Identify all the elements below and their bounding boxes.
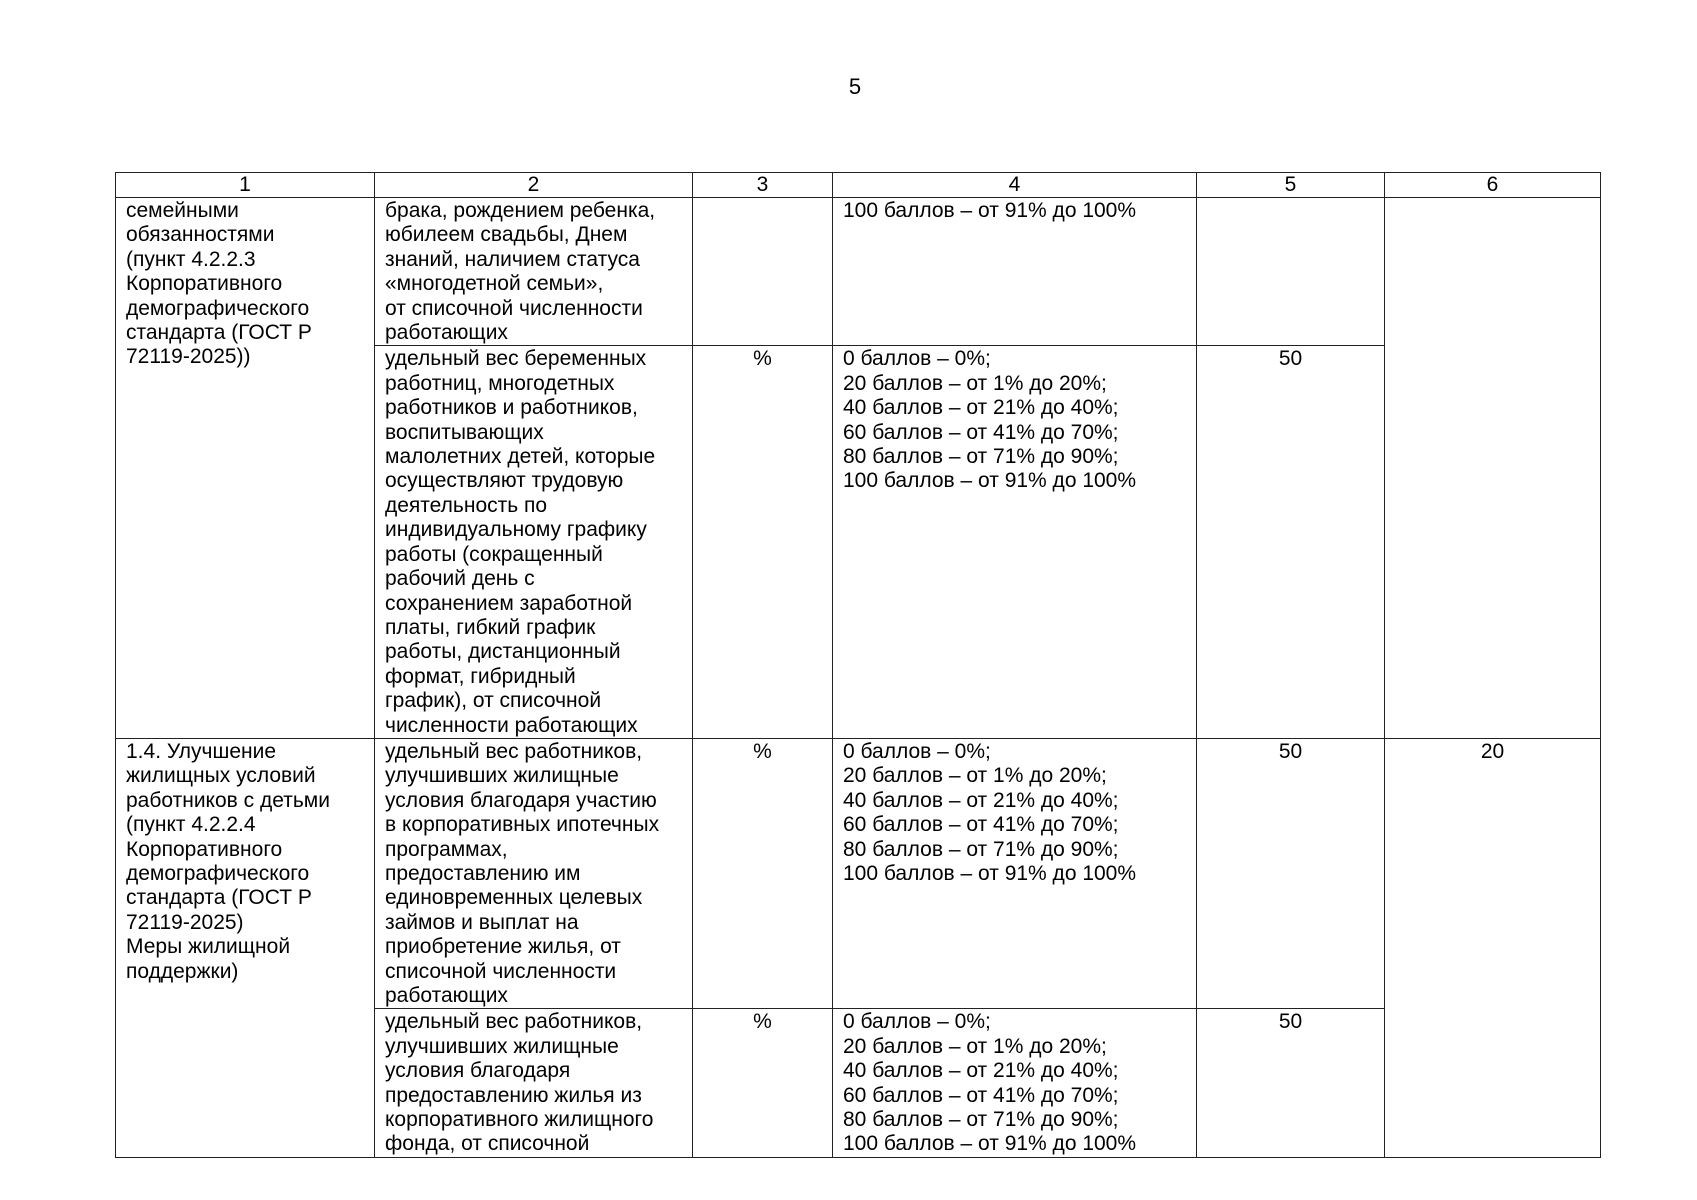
scoring-cell: 0 баллов – 0%; 20 баллов – от 1% до 20%; 40 баллов – от 21% до 40%; 60 баллов – от 41% до 70%; 80 баллов – от 71% до 90%; 100 баллов – от 91% до 100% [833,1009,1197,1157]
weight-cell: 50 [1197,346,1385,739]
criteria-table [115,172,1601,1158]
scoring-cell: 0 баллов – 0%; 20 баллов – от 1% до 20%; 40 баллов – от 21% до 40%; 60 баллов – от 41% до 70%; 80 баллов – от 71% до 90%; 100 баллов – от 91% до 100% [833,738,1197,1008]
indicator-cell: брака, рождением ребенка, юбилеем свадьбы, Днем знаний, наличием статуса «многодетной семьи», от списочной численности работающих [375,198,693,346]
group-weight-cell: 20 [1385,738,1601,1157]
page-number: 5 [848,74,862,99]
indicator-cell: удельный вес беременных работниц, многодетных работников и работников, воспитывающих малолетних детей, которые осуществляют трудовую деятельность по индивидуальному графику работы (сокращенный рабочий день с сохранением заработной платы, гибкий график работы, дистанционный формат, гибридный график), от списочной численности работающих [375,346,693,739]
scoring-cell: 0 баллов – 0%; 20 баллов – от 1% до 20%; 40 баллов – от 21% до 40%; 60 баллов – от 41% до 70%; 80 баллов – от 71% до 90%; 100 баллов – от 91% до 100% [833,346,1197,739]
weight-cell: 50 [1197,738,1385,1008]
unit-cell: % [693,1009,833,1157]
unit-cell [693,198,833,346]
indicator-cell: удельный вес работников, улучшивших жилищные условия благодаря участию в корпоративных ипотечных программах, предоставлению им единовременных целевых займов и выплат на приобретение жилья, от списочной численности работающих [375,738,693,1008]
table-row [116,738,1601,1008]
column-number-4: 4 [833,173,1197,198]
weight-cell: 50 [1197,1009,1385,1157]
criterion-cell: 1.4. Улучшение жилищных условий работников с детьми (пункт 4.2.2.4 Корпоративного демографического стандарта (ГОСТ Р 72119-2025) Меры жилищной поддержки) [116,738,375,1157]
unit-cell: % [693,738,833,1008]
column-number-2: 2 [375,173,693,198]
table-header-row [116,173,1601,198]
criterion-cell: семейными обязанностями (пункт 4.2.2.3 Корпоративного демографического стандарта (ГОСТ Р 72119-2025)) [116,198,375,739]
scoring-cell: 100 баллов – от 91% до 100% [833,198,1197,346]
group-weight-cell [1385,198,1601,739]
weight-cell [1197,198,1385,346]
table-row [116,198,1601,346]
indicator-cell: удельный вес работников, улучшивших жилищные условия благодаря предоставлению жилья из корпоративного жилищного фонда, от списочной [375,1009,693,1157]
column-number-6: 6 [1385,173,1601,198]
column-number-3: 3 [693,173,833,198]
column-number-5: 5 [1197,173,1385,198]
unit-cell: % [693,346,833,739]
column-number-1: 1 [116,173,375,198]
